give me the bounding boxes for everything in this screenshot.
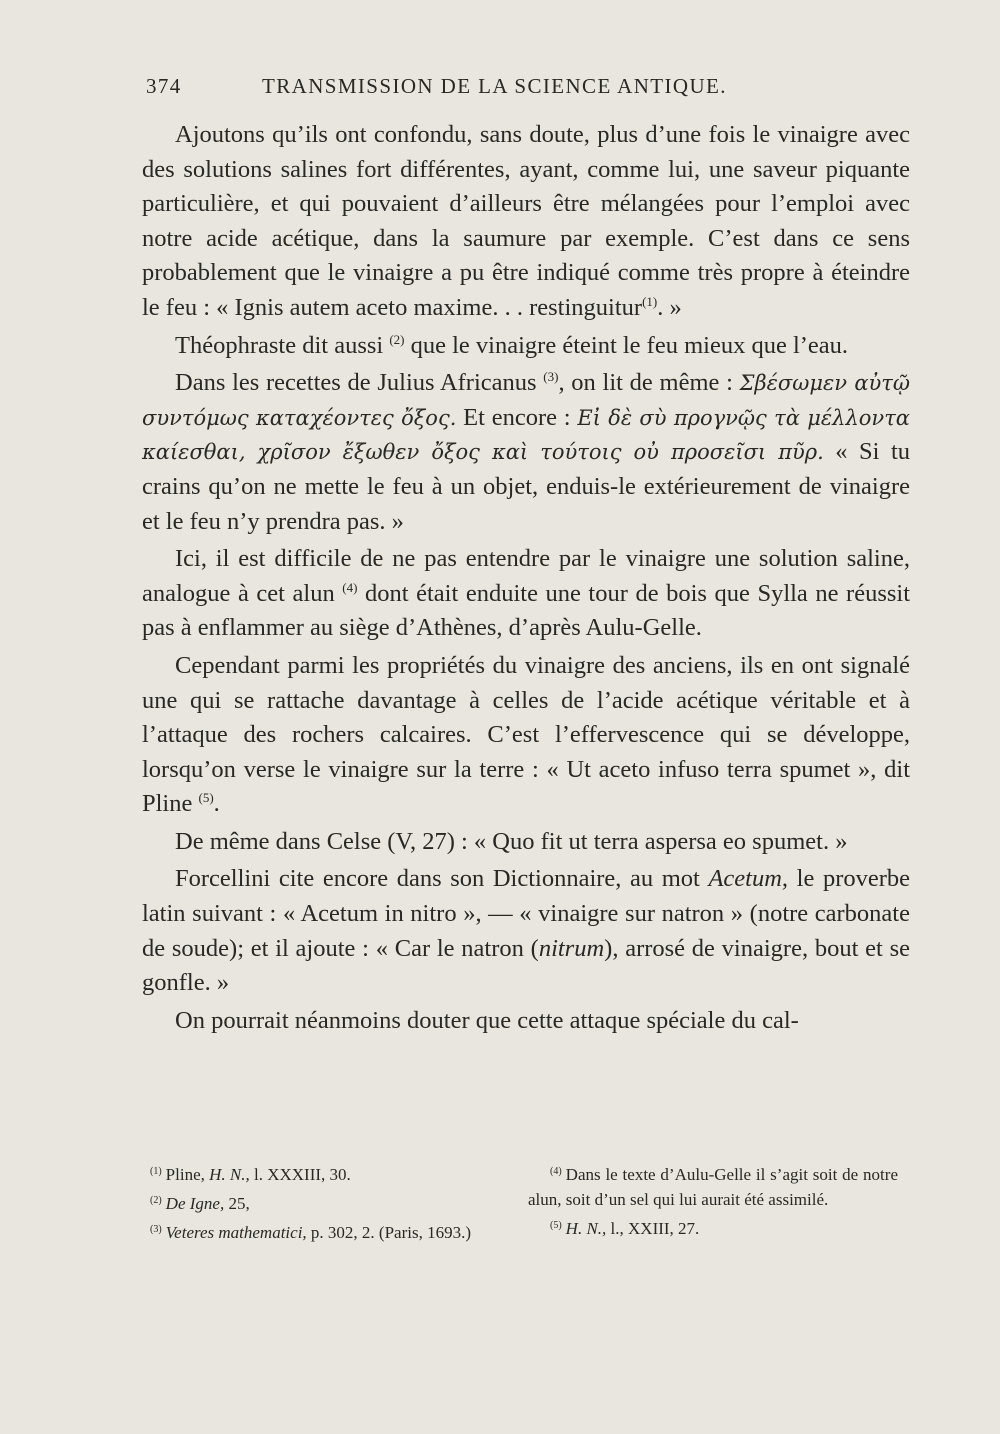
paragraph xyxy=(142,1004,910,1039)
footnote-text: l., XXIII, 27. xyxy=(610,1219,700,1238)
footnote-text: Dans le texte d’Aulu-Gelle il s’agit soit de notre alun, soit d’un sel qui lui aurait été assimilé. xyxy=(528,1165,898,1209)
paragraph xyxy=(142,649,910,822)
footnote-italic: De Igne, xyxy=(165,1194,225,1213)
paragraph-text: le proverbe latin suivant : « Acetum in nitro », — « vinaigre sur natron » (notre carbonate de soude); et il ajoute : « Car le natron ( xyxy=(142,865,911,962)
italic-term: Acetum, xyxy=(708,865,789,893)
footnote xyxy=(528,1216,898,1241)
footnote-ref: (2) xyxy=(389,331,405,347)
paragraph xyxy=(142,118,910,326)
footnote-text: l. XXXIII, 30. xyxy=(254,1165,351,1184)
footnote-ref: (1) xyxy=(642,293,658,309)
footnotes-right xyxy=(528,1162,898,1245)
main-text xyxy=(142,118,910,1041)
paragraph-text: Théophraste dit aussi xyxy=(175,331,384,359)
page-number: 374 xyxy=(146,74,182,98)
footnote-ref: (4) xyxy=(342,579,358,595)
paragraph xyxy=(142,366,910,539)
footnote-ref: (3) xyxy=(543,369,559,385)
paragraph-text: . » xyxy=(657,293,682,321)
paragraph xyxy=(142,542,910,646)
footnote-number: (1) xyxy=(150,1166,162,1177)
footnote-number: (3) xyxy=(150,1224,162,1235)
footnote-italic: H. N., xyxy=(565,1219,607,1238)
footnote-number: (5) xyxy=(550,1220,562,1231)
footnote-number: (4) xyxy=(550,1166,562,1177)
paragraph xyxy=(142,825,910,860)
paragraph-text: Forcellini cite encore dans son Dictionnaire, au mot xyxy=(175,865,700,893)
paragraph-text: On pourrait néanmoins douter que cette attaque spéciale du cal- xyxy=(175,1006,799,1034)
paragraph-text: Ajoutons qu’ils ont confondu, sans doute, plus d’une fois le vinaigre avec des solutions salines fort différentes, ayant, comme lui, une saveur piquante particulière, et qui pouvaient d’ailleurs être mélangées pour l’emploi avec notre acide acétique, dans la saumure par exemple. C’est dans ce sens probablement que le vinaigre a pu être indiqué comme très propre à éteindre le feu : « Ignis autem aceto maxime. . . restinguitur xyxy=(142,121,910,321)
footnote xyxy=(150,1162,495,1187)
greek-quote: Σβέσωμεν αὐτῷ συντόμως καταχέοντες ὄξος. xyxy=(142,371,911,430)
footnote-text: 25, xyxy=(228,1194,250,1213)
paragraph-text: Dans les recettes de Julius Africanus xyxy=(175,369,537,397)
paragraph xyxy=(142,862,910,1000)
footnote xyxy=(150,1220,495,1245)
footnote-text: Pline, xyxy=(165,1165,205,1184)
footnote xyxy=(150,1191,495,1216)
paragraph-text: ), arrosé de vinaigre, bout et se gonfle. » xyxy=(142,934,910,997)
italic-term: nitrum xyxy=(538,934,605,962)
paragraph-text: Ici, il est difficile de ne pas entendre par le vinaigre une solution saline, analogue à cet alun xyxy=(142,545,910,607)
footnote-number: (2) xyxy=(150,1195,162,1206)
paragraph-text: que le vinaigre éteint le feu mieux que l’eau. xyxy=(410,331,849,359)
paragraph-text: Cependant parmi les propriétés du vinaigre des anciens, ils en ont signalé une qui se rattache davantage à celles de l’acide acétique véritable et à l’attaque des rochers calcaires. C’est l’effervescence qui se développe, lorsqu’on verse le vinaigre sur la terre : « Ut aceto infuso terra spumet », dit Pline xyxy=(142,651,910,818)
paragraph-text: Et encore : xyxy=(463,403,571,431)
paragraph-text: . xyxy=(213,790,220,818)
footnotes-left xyxy=(150,1162,495,1249)
paragraph xyxy=(142,329,910,364)
paragraph-text: , on lit de même : xyxy=(558,369,733,397)
footnote-italic: H. N., xyxy=(209,1165,250,1184)
footnote xyxy=(528,1162,898,1212)
footnote-ref: (5) xyxy=(198,790,214,806)
footnote-text: p. 302, 2. (Paris, 1693.) xyxy=(310,1223,471,1242)
footnote-italic: Veteres mathematici, xyxy=(165,1223,307,1242)
paragraph-text: dont était enduite une tour de bois que Sylla ne réussit pas à enflammer au siège d’Athènes, d’après Aulu-Gelle. xyxy=(142,579,911,642)
paragraph-text: De même dans Celse (V, 27) : « Quo fit ut terra aspersa eo spumet. » xyxy=(175,827,848,855)
paragraph-text: « Si tu crains qu’on ne mette le feu à un objet, enduis-le extérieurement de vinaigre et le feu n’y prendra pas. » xyxy=(142,438,911,535)
greek-quote: Εἰ δὲ σὺ προγνῷς τὰ μέλλοντα καίεσθαι, χρῖσον ἔξωθεν ὄξος καὶ τούτοις οὐ προσεῖσι πῦρ. xyxy=(142,405,910,465)
running-title: TRANSMISSION DE LA SCIENCE ANTIQUE. xyxy=(262,74,727,98)
